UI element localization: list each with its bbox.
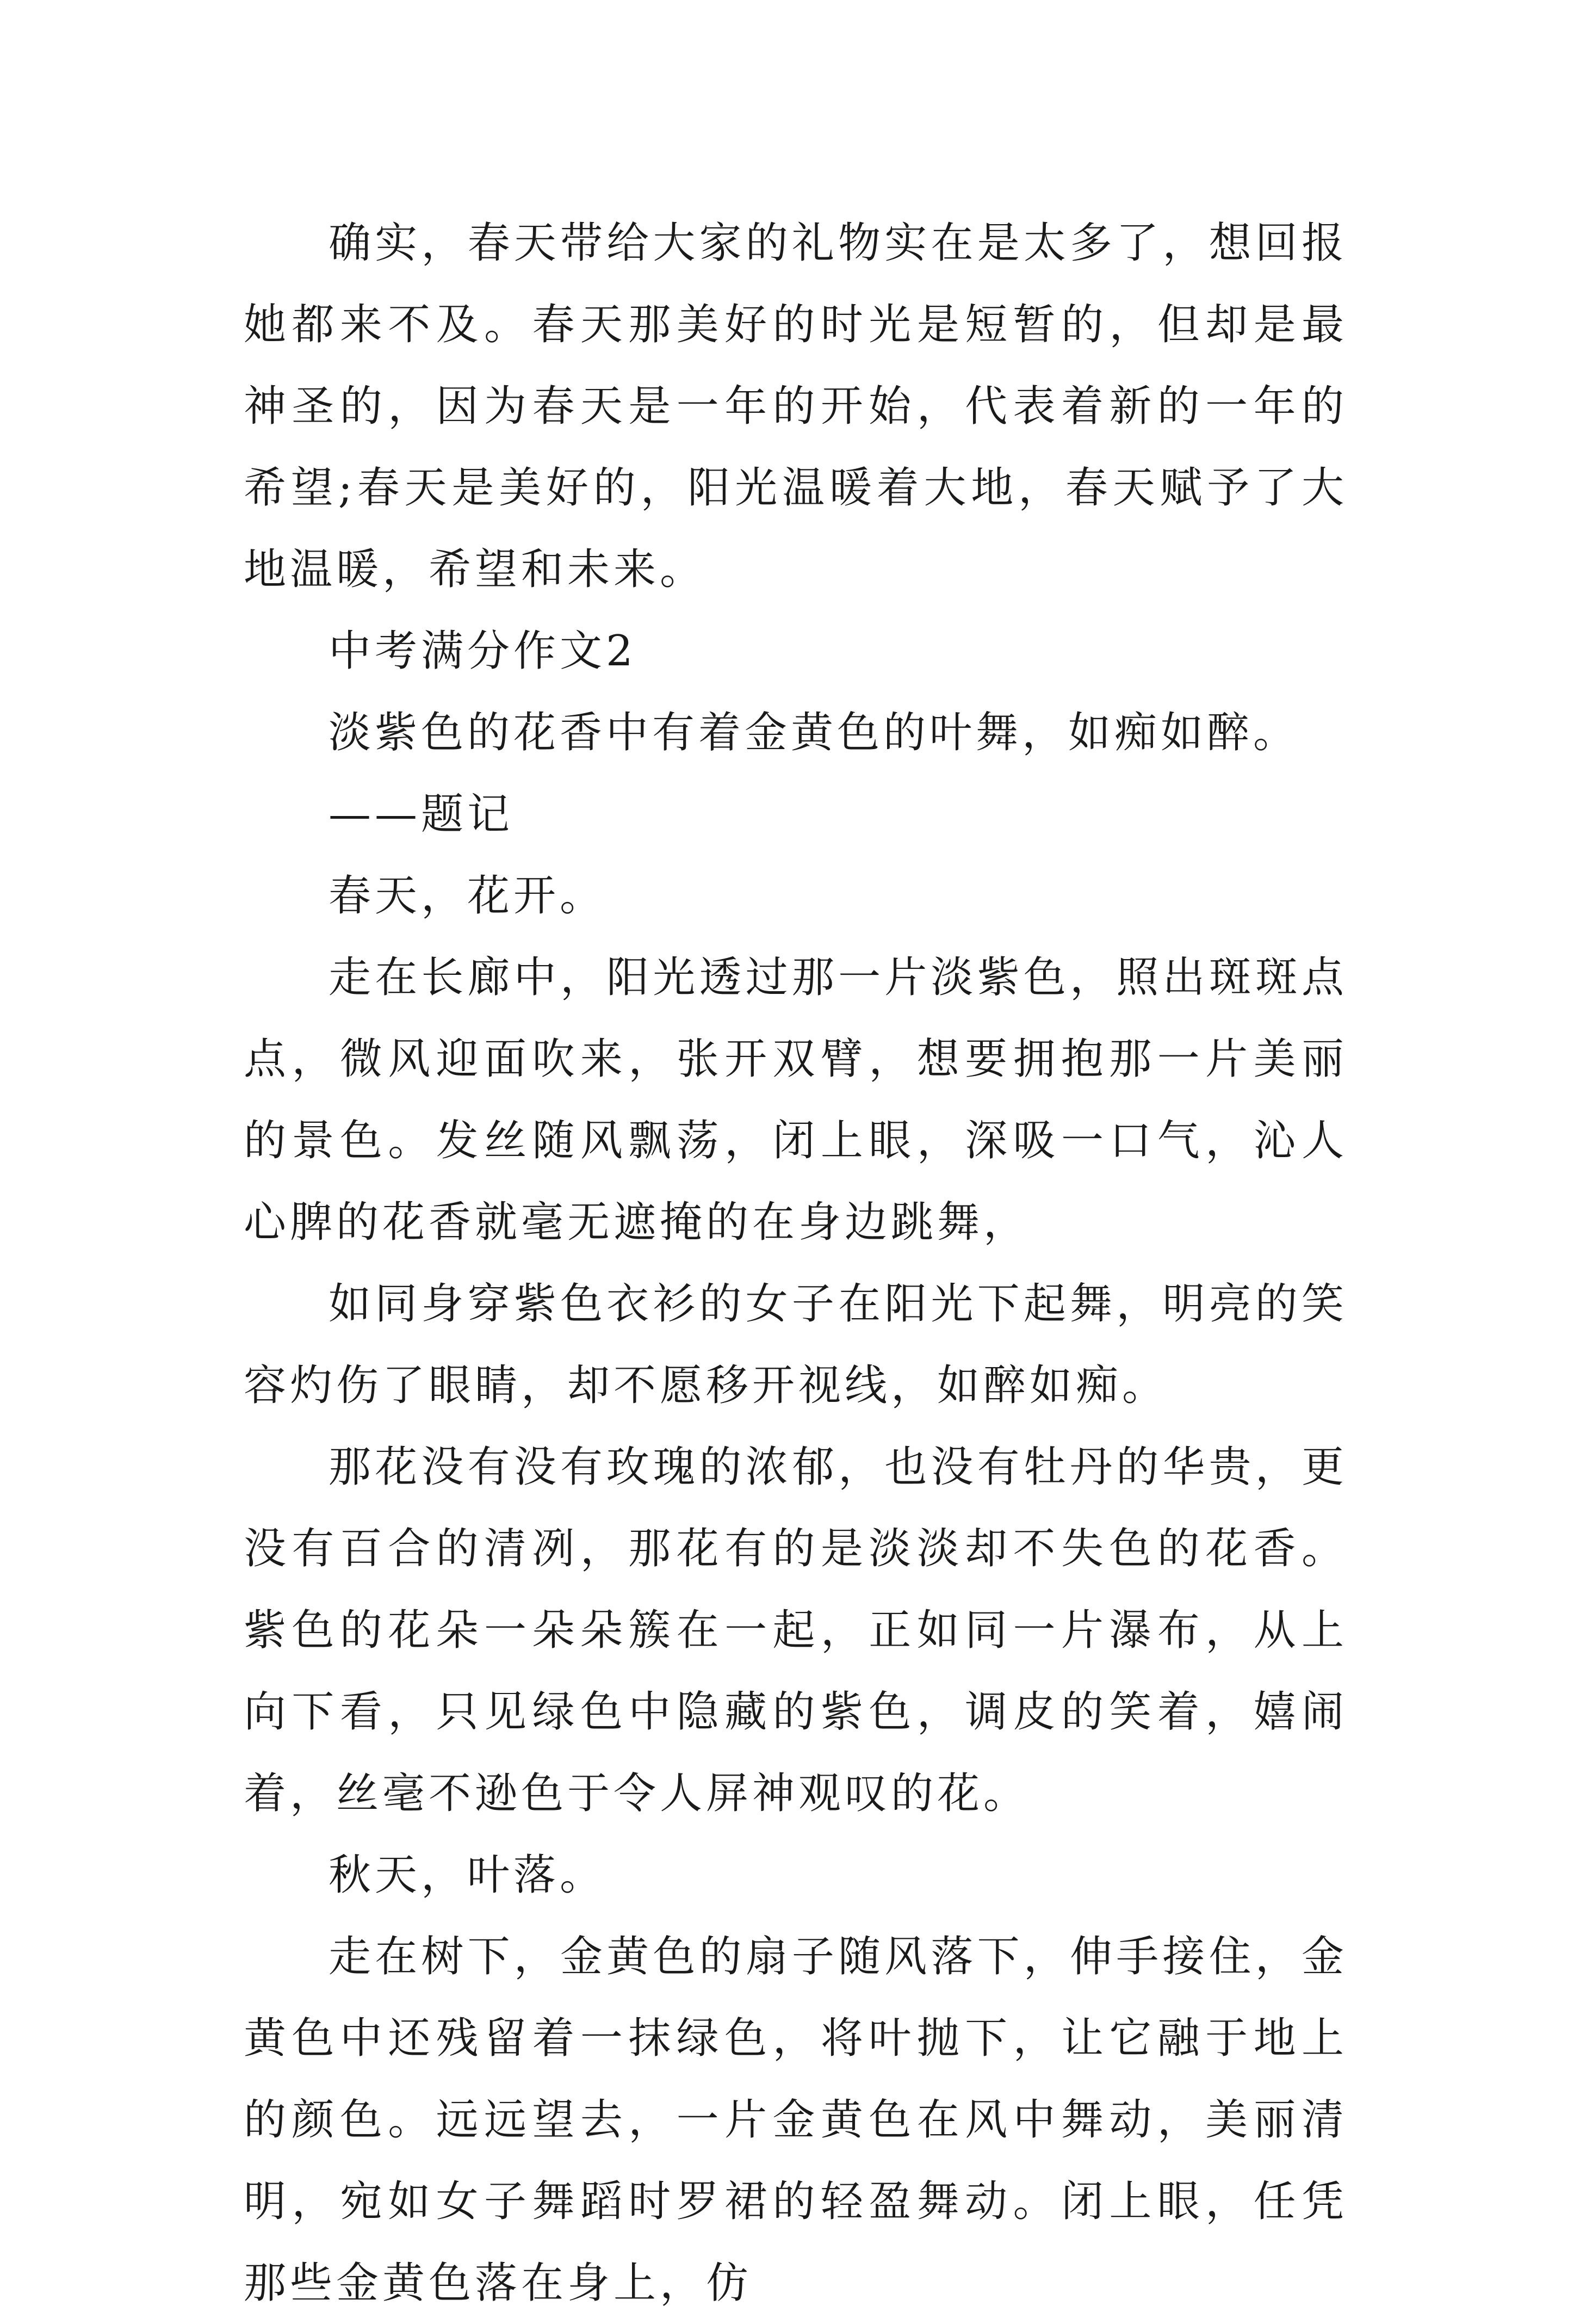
epigraph-attribution: ——题记	[329, 790, 514, 839]
paragraph: 那花没有没有玫瑰的浓郁，也没有牡丹的华贵，更没有百合的清冽，那花有的是淡淡却不失色的花香。紫色的花朵一朵朵簇在一起，正如同一片瀑布，从上向下看，只见绿色中隐藏的紫色，调皮的笑着，嬉闹着，丝毫不逊色于令人屏神观叹的花。	[244, 1443, 1348, 1818]
epigraph: 淡紫色的花香中有着金黄色的叶舞，如痴如醉。	[329, 708, 1300, 757]
paragraph: 走在树下，金黄色的扇子随风落下，伸手接住，金黄色中还残留着一抹绿色，将叶抛下，让它融于地上的颜色。远远望去，一片金黄色在风中舞动，美丽清明，宛如女子舞蹈时罗裙的轻盈舞动。闭上眼，任凭那些金黄色落在身上，仿	[244, 1932, 1348, 2308]
section-heading: 春天，花开。	[329, 872, 606, 920]
section-heading: 秋天，叶落。	[329, 1851, 606, 1900]
paragraph: 如同身穿紫色衣衫的女子在阳光下起舞，明亮的笑容灼伤了眼睛，却不愿移开视线，如醉如痴。	[244, 1280, 1348, 1410]
essay-heading: 中考满分作文2	[329, 627, 637, 676]
document-body	[244, 202, 1348, 2324]
paragraph: 确实，春天带给大家的礼物实在是太多了，想回报她都来不及。春天那美好的时光是短暂的，但却是最神圣的，因为春天是一年的开始，代表着新的一年的希望;春天是美好的，阳光温暖着大地，春天赋予了大地温暖，希望和未来。	[244, 219, 1348, 594]
paragraph: 走在长廊中，阳光透过那一片淡紫色，照出斑斑点点，微风迎面吹来，张开双臂，想要拥抱那一片美丽的景色。发丝随风飘荡，闭上眼，深吸一口气，沁人心脾的花香就毫无遮掩的在身边跳舞，	[244, 953, 1348, 1247]
